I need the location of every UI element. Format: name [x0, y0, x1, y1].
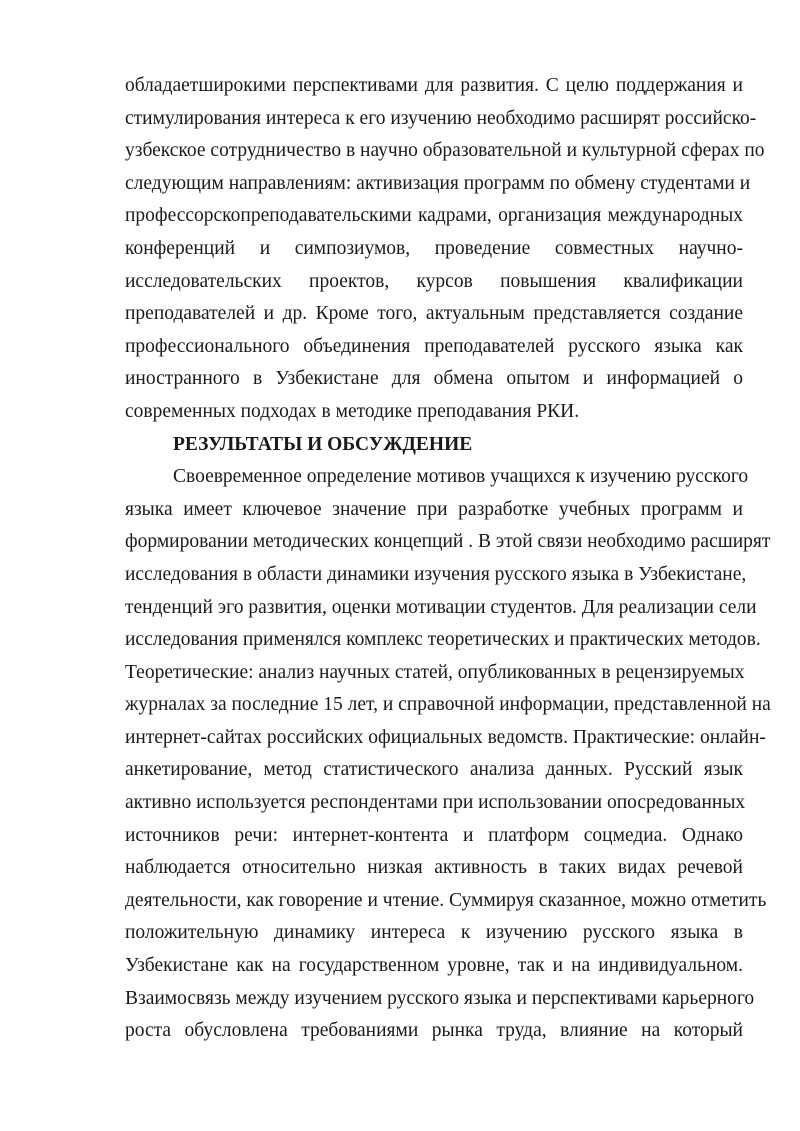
- text-line: наблюдается относительно низкая активность в таких видах речевой: [125, 857, 743, 879]
- text-line: иностранного в Узбекистане для обмена опытом и информацией о: [125, 368, 743, 390]
- paragraph-intro: [125, 70, 765, 429]
- text-line: языка имеет ключевое значение при разработке учебных программ и: [125, 498, 743, 520]
- text-line: Теоретические: анализ научных статей, опубликованных в рецензируемых: [125, 661, 745, 683]
- text-line: тенденций эго развития, оценки мотивации студентов. Для реализации сели: [125, 596, 757, 618]
- text-line: интернет-сайтах российских официальных ведомств. Практические: онлайн-: [125, 726, 766, 748]
- text-line: исследовательских проектов, курсов повышения квалификации: [125, 270, 743, 292]
- text-line: формировании методических концепций . В этой связи необходимо расширят: [125, 531, 771, 553]
- text-line: роста обусловлена требованиями рынка труда, влияние на который: [125, 1020, 743, 1042]
- text-line: журналах за последние 15 лет, и справочной информации, представленной на: [125, 694, 771, 716]
- text-line: обладаетширокими перспективами для развития. С целю поддержания и: [125, 75, 743, 96]
- text-line: профессионального объединения преподавателей русского языка как: [125, 335, 743, 357]
- text-line: стимулирования интереса к его изучению необходимо расширят российско-: [125, 107, 757, 129]
- text-line: деятельности, как говорение и чтение. Суммируя сказанное, можно отметить: [125, 889, 767, 911]
- paragraph-results: [125, 461, 771, 1048]
- text-line: исследования применялся комплекс теоретических и практических методов.: [125, 629, 761, 651]
- text-line: анкетирование, метод статистического анализа данных. Русский язык: [125, 759, 743, 781]
- text-line: положительную динамику интереса к изучению русского языка в: [125, 922, 743, 944]
- text-line: конференций и симпозиумов, проведение совместных научно-: [125, 237, 743, 259]
- section-heading: РЕЗУЛЬТАТЫ И ОБСУЖДЕНИЕ: [173, 433, 473, 455]
- text-line: следующим направлениям: активизация программ по обмену студентами и: [125, 172, 751, 194]
- text-line: источников речи: интернет-контента и платформ соцмедиа. Однако: [125, 824, 743, 846]
- text-line: исследования в области динамики изучения русского языка в Узбекистане,: [125, 563, 747, 585]
- text-line: Взаимосвязь между изучением русского языка и перспективами карьерного: [125, 987, 755, 1009]
- document-body: [125, 70, 771, 1048]
- text-line: Своевременное определение мотивов учащихся к изучению русского: [173, 466, 749, 488]
- text-line: современных подходах в методике преподавания РКИ.: [125, 400, 580, 422]
- text-line: узбекское сотрудничество в научно образовательной и культурной сферах по: [125, 140, 765, 162]
- text-line: преподавателей и др. Кроме того, актуальным представляется создание: [125, 303, 743, 325]
- text-line: активно используется респондентами при использовании опосредованных: [125, 792, 746, 814]
- text-line: профессорскопреподавательскими кадрами, организация международных: [125, 205, 743, 227]
- text-line: Узбекистане как на государственном уровне, так и на индивидуальном.: [125, 955, 743, 977]
